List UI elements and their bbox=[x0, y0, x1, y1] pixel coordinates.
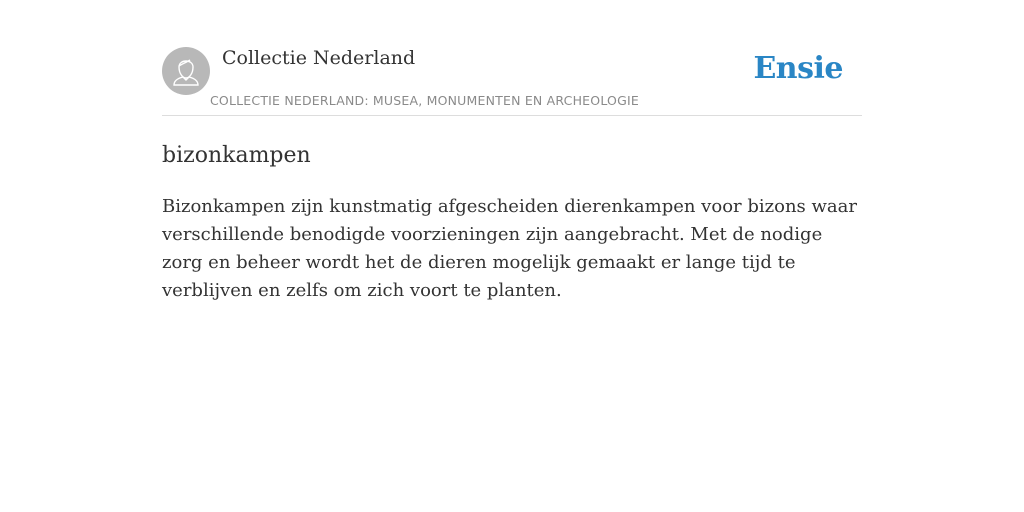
author-avatar[interactable] bbox=[162, 47, 210, 95]
ensie-logo[interactable]: Ensie bbox=[753, 51, 843, 86]
entry-header bbox=[162, 0, 862, 116]
author-name[interactable]: Collectie Nederland bbox=[222, 47, 416, 69]
entry-term: bizonkampen bbox=[162, 143, 311, 168]
entry-definition: Bizonkampen zijn kunstmatig afgescheiden dierenkampen voor bizons waar verschillende benodigde voorzieningen zijn aangebracht. Met de nodige zorg en beheer wordt het de dieren mogelijk gemaakt er lange tijd te verblijven en zelfs om zich voort te planten. bbox=[162, 196, 857, 301]
user-silhouette-icon bbox=[162, 47, 210, 95]
author-subtitle: COLLECTIE NEDERLAND: MUSEA, MONUMENTEN EN ARCHEOLOGIE bbox=[210, 93, 639, 108]
entry-card bbox=[162, 0, 862, 305]
